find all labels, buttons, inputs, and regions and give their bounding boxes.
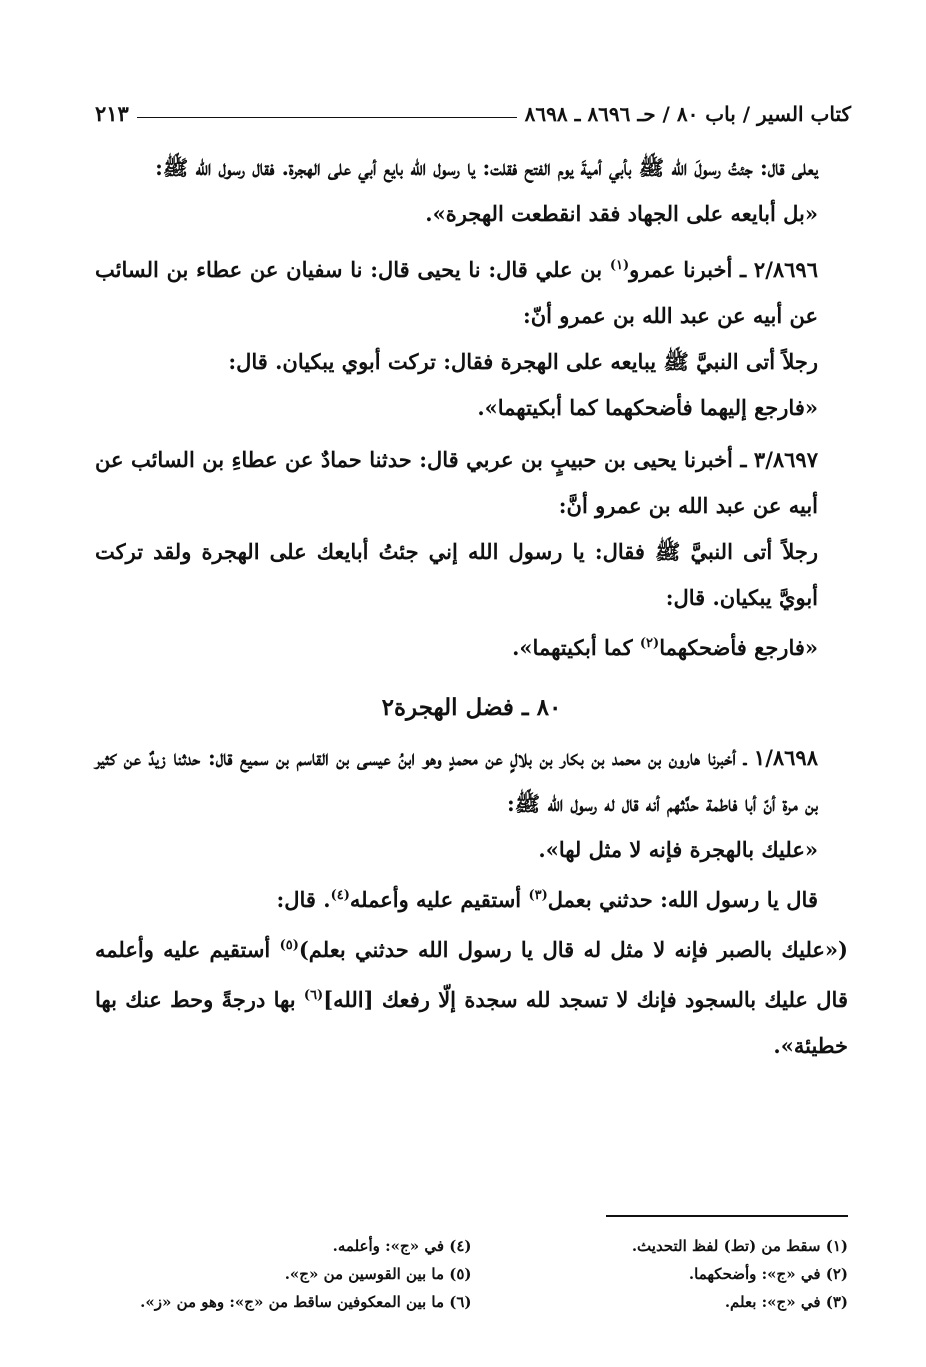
text-span: («عليك بالصبر فإنه لا مثل له قال يا رسول الله حدثني بعلم) xyxy=(298,937,848,962)
footnote-ref: (٣) xyxy=(528,888,548,903)
footnote: (٢) في «ج»: وأضحكهما. xyxy=(688,1265,848,1283)
footnotes xyxy=(95,1232,848,1316)
text-span: كما أبكيتهما». xyxy=(512,635,640,660)
hadith-text: «فارجع إليهما فأضحكهما كما أبكيتهما». xyxy=(477,395,818,420)
paragraph: رجلاً أتى النبيَّ ﷺ يبايعه على الهجرة فقال: تركت أبوي يبكيان. قال: xyxy=(228,349,818,374)
footnote-ref: (١) xyxy=(609,258,630,273)
header-rule xyxy=(137,117,517,118)
chapter-heading: ٨٠ ـ فضل الهجرة٢ xyxy=(381,694,562,721)
running-title: كتاب السير / باب ٨٠ / حـ ٨٦٩٦ ـ ٨٦٩٨ xyxy=(524,102,851,126)
running-header xyxy=(95,92,851,126)
paragraph: يعلى قال: جئتُ رسولَ الله ﷺ بأبي أميةَ يوم الفتح فقلت: يا رسول الله بايع أبي على الهجرة. فقال رسول الله ﷺ: xyxy=(155,155,818,180)
paragraph: رجلاً أتى النبيَّ ﷺ فقال: يا رسول الله إني جئتُ أبايعك على الهجرة ولقد تركت أبويَّ يبكيان. قال: xyxy=(95,539,818,610)
hadith-text: «عليك بالهجرة فإنه لا مثل لها». xyxy=(538,837,818,862)
main-text xyxy=(95,145,848,1069)
text-span: . قال: xyxy=(276,887,331,912)
text-span: قال يا رسول الله: حدثني بعمل xyxy=(547,887,818,912)
hadith-text xyxy=(95,621,848,671)
footnote: (٦) ما بين المعكوفين ساقط من «ج»: وهو من «ز». xyxy=(140,1293,472,1311)
page-number: ٢١٣ xyxy=(95,101,129,126)
hadith-number: ٢/٨٦٩٦ ـ أخبرنا عمرو xyxy=(629,257,818,282)
hadith-text xyxy=(95,923,848,1069)
footnotes-column-right xyxy=(472,1232,849,1316)
footnote-ref: (٢) xyxy=(639,636,660,651)
text-span: أستقيم عليه وأعلمه قال عليك بالسجود فإنك لا تسجد لله سجدة إلّا رفعك [الله] xyxy=(95,937,848,1012)
text-span: «فارجع فأضحكهما xyxy=(659,635,818,660)
isnad-text: بن علي قال: نا يحيى قال: نا سفيان عن عطاء بن السائب عن أبيه عن عبد الله بن عمرو أنّ: xyxy=(95,257,818,328)
hadith-isnad: ٣/٨٦٩٧ ـ أخبرنا يحيى بن حبيبٍ بن عربي قال: حدثنا حمادٌ عن عطاءِ بن السائب عن أبيه عن عبد الله بن عمرو أنَّ: xyxy=(95,447,818,518)
hadith-text: «بل أبايعه على الجهاد فقد انقطعت الهجرة». xyxy=(425,201,818,226)
hadith-isnad xyxy=(95,243,848,339)
footnote-ref: (٤) xyxy=(330,888,350,903)
footnote: (١) سقط من (تط) لفظ التحديث. xyxy=(631,1237,848,1255)
paragraph xyxy=(95,873,848,923)
footnote: (٤) في «ج»: وأعلمه. xyxy=(332,1237,472,1255)
footnote-separator xyxy=(606,1215,848,1217)
footnote: (٣) في «ج»: بعلم. xyxy=(724,1293,848,1311)
footnote: (٥) ما بين القوسين من «ج». xyxy=(284,1265,472,1283)
footnote-ref: (٦) xyxy=(303,988,324,1003)
footnote-ref: (٥) xyxy=(279,938,299,953)
hadith-isnad: ١/٨٦٩٨ ـ أخبرنا هارون بن محمد بن بكار بن بلالٍ عن محمدٍ وهو ابنُ عيسى بن القاسم بن سميع قال: حدثنا زيدٌ عن كثير بن مرة أنّ أبا فاطمة حدَّثهم أنه قال له رسول الله ﷺ: xyxy=(95,745,818,816)
text-span: بها درجةً وحط عنك بها خطيئة». xyxy=(95,987,848,1058)
footnotes-column-left xyxy=(95,1232,472,1316)
text-span: أستقيم عليه وأعمله xyxy=(349,887,529,912)
